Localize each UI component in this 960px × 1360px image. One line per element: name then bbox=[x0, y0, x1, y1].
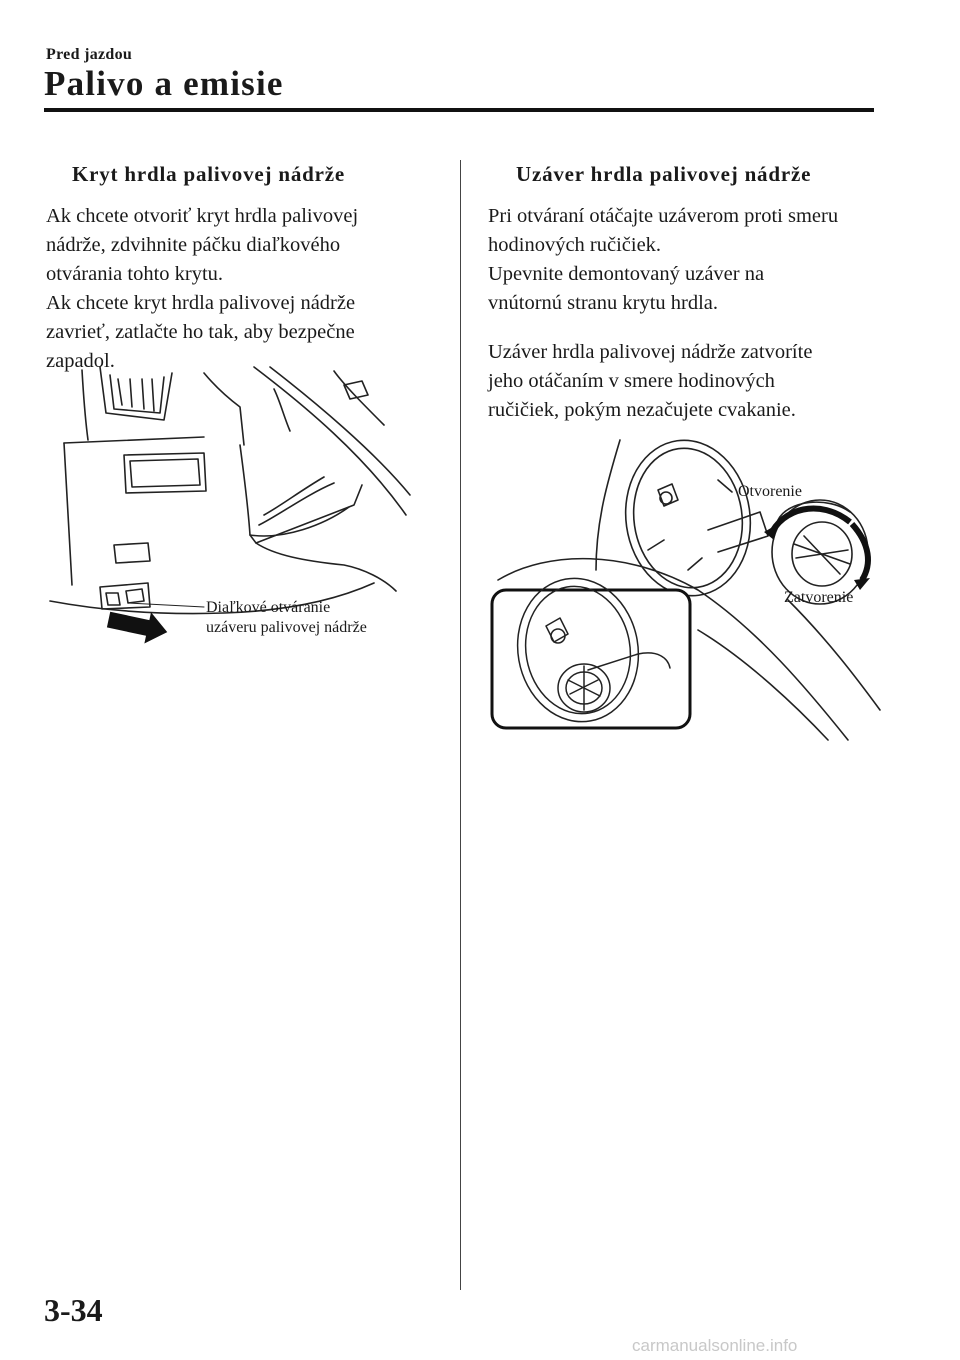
text-line: Pri otváraní otáčajte uzáverom proti smeru bbox=[488, 205, 839, 227]
text-line: zavrieť, zatlačte ho tak, aby bezpečne bbox=[46, 321, 355, 343]
right-paragraph-2 bbox=[488, 338, 888, 425]
text-line: jeho otáčaním v smere hodinových bbox=[488, 370, 775, 392]
figure-caption-left bbox=[206, 598, 367, 638]
text-line: nádrže, zdvihnite páčku diaľkového bbox=[46, 234, 341, 256]
text-line: zapadol. bbox=[46, 350, 115, 372]
header-rule bbox=[44, 108, 874, 112]
page-number: 3-34 bbox=[44, 1292, 103, 1328]
open-arrow-icon bbox=[770, 508, 850, 536]
text-line: Ak chcete otvoriť kryt hrdla palivovej bbox=[46, 205, 359, 227]
text-line: hodinových ručičiek. bbox=[488, 234, 662, 256]
close-arrow-icon bbox=[852, 524, 868, 580]
text-line: Uzáver hrdla palivovej nádrže zatvoríte bbox=[488, 341, 813, 363]
page-title: Palivo a emisie bbox=[44, 64, 284, 103]
inset-detail-frame bbox=[492, 590, 690, 728]
right-paragraph-1 bbox=[488, 202, 888, 318]
left-paragraph bbox=[46, 202, 456, 376]
text-line: vnútornú stranu krytu hrdla. bbox=[488, 292, 719, 314]
section-label: Pred jazdou bbox=[46, 46, 133, 63]
text-line: ručičiek, pokým nezačujete cvakanie. bbox=[488, 399, 796, 421]
column-divider bbox=[460, 160, 461, 1290]
text-line: Upevnite demontovaný uzáver na bbox=[488, 263, 765, 285]
caption-line: Diaľkové otváranie bbox=[206, 599, 331, 616]
left-heading: Kryt hrdla palivovej nádrže bbox=[72, 162, 345, 186]
caption-line: uzáveru palivovej nádrže bbox=[206, 619, 367, 636]
label-close: Zatvorenie bbox=[784, 589, 854, 606]
text-line: Ak chcete kryt hrdla palivovej nádrže bbox=[46, 292, 356, 314]
watermark-url[interactable]: carmanualsonline.info bbox=[632, 1336, 798, 1355]
right-heading: Uzáver hrdla palivovej nádrže bbox=[516, 162, 812, 186]
label-open: Otvorenie bbox=[738, 483, 802, 500]
text-line: otvárania tohto krytu. bbox=[46, 263, 224, 285]
